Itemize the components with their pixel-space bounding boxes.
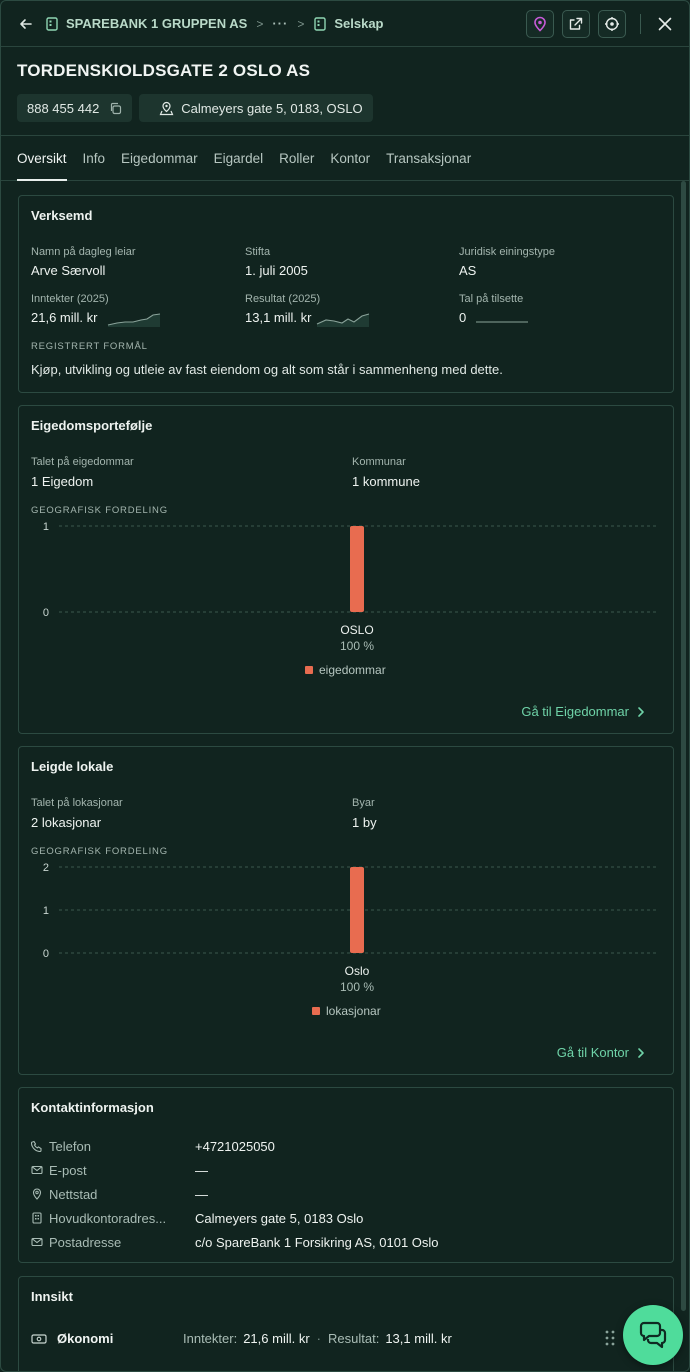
tab-eigedommar[interactable]: Eigedommar <box>121 150 198 166</box>
municipalities-label: Kommunar <box>352 456 406 468</box>
location-pin-icon <box>31 1188 43 1200</box>
leased-premises-card <box>18 746 674 1075</box>
contact-row-postal-address <box>31 1232 661 1252</box>
building-icon <box>31 1212 43 1224</box>
portfolio-bar-chart <box>31 518 663 658</box>
focus-button[interactable] <box>598 10 626 38</box>
chat-button[interactable] <box>623 1305 683 1365</box>
y-tick-label: 0 <box>42 948 49 960</box>
chevron-right-icon <box>637 1047 645 1059</box>
tab-eigardel[interactable]: Eigardel <box>213 150 264 166</box>
crosshair-icon <box>604 16 620 32</box>
legal-type-label: Juridisk einingstype <box>459 246 555 258</box>
y-tick-label: 2 <box>42 862 49 874</box>
card-title: Verksemd <box>31 208 93 223</box>
company-chips <box>17 94 673 122</box>
map-pin-icon <box>532 16 548 32</box>
contact-value: c/o SpareBank 1 Forsikring AS, 0101 Oslo <box>195 1234 439 1250</box>
tab-oversikt[interactable]: Oversikt <box>17 136 67 180</box>
y-tick-label: 1 <box>42 905 49 917</box>
building-icon <box>45 17 59 31</box>
result-value: 13,1 mill. kr <box>245 310 312 325</box>
contact-label: E-post <box>49 1162 87 1178</box>
tab-transaksjonar[interactable]: Transaksjonar <box>386 150 472 166</box>
tab-bar <box>1 135 689 181</box>
contact-key <box>31 1139 195 1154</box>
contact-key <box>31 1211 195 1226</box>
x-category-sublabel: 100 % <box>339 980 375 994</box>
leader-label: Namn på dagleg leiar <box>31 246 136 258</box>
insight-result-label: Resultat: <box>328 1331 380 1346</box>
link-label: Gå til Eigedommar <box>521 704 629 719</box>
contact-row-hq-address <box>31 1208 661 1228</box>
result-label: Resultat (2025) <box>245 293 321 305</box>
contact-key <box>31 1235 195 1250</box>
go-to-offices-link[interactable] <box>557 1045 645 1060</box>
contact-value[interactable]: +4721025050 <box>195 1138 275 1154</box>
y-tick-label: 1 <box>42 521 49 533</box>
separator-dot: · <box>316 1331 322 1346</box>
bar <box>350 526 364 612</box>
purpose-label: REGISTRERT FORMÅL <box>31 341 148 352</box>
leased-bar-chart <box>31 859 663 999</box>
map-location-icon <box>159 101 174 116</box>
cities-label: Byar <box>352 797 375 809</box>
page-title: TORDENSKIOLDSGATE 2 OSLO AS <box>17 61 311 80</box>
insight-name: Økonomi <box>57 1331 114 1346</box>
mail-icon <box>31 1236 43 1248</box>
insight-card <box>18 1276 674 1372</box>
location-count-value: 2 lokasjonar <box>31 815 102 830</box>
founded-label: Stifta <box>245 246 271 258</box>
drag-handle-icon[interactable] <box>604 1329 616 1347</box>
contact-row-website <box>31 1184 661 1204</box>
revenue-value: 21,6 mill. kr <box>31 310 98 325</box>
company-header <box>1 47 689 122</box>
verksemd-card <box>18 195 674 393</box>
chevron-right-icon <box>637 706 645 718</box>
contact-card <box>18 1087 674 1263</box>
contact-key <box>31 1163 195 1178</box>
tab-kontor[interactable]: Kontor <box>330 150 371 166</box>
purpose-text: Kjøp, utvikling og utleie av fast eiendom og alt som står i sammenheng med dette. <box>31 362 503 377</box>
contact-label: Telefon <box>49 1138 91 1154</box>
card-title: Kontaktinformasjon <box>31 1100 154 1115</box>
tab-roller[interactable]: Roller <box>279 150 315 166</box>
y-tick-label: 0 <box>42 607 49 619</box>
location-count-label: Talet på lokasjonar <box>31 797 123 809</box>
toolbar-divider <box>640 14 641 34</box>
revenue-sparkline <box>107 310 161 328</box>
distribution-label: GEOGRAFISK FORDELING <box>31 505 168 516</box>
contact-value: — <box>195 1162 208 1178</box>
open-external-button[interactable] <box>562 10 590 38</box>
legend-label: lokasjonar <box>326 1004 381 1018</box>
building-icon <box>313 17 327 31</box>
contact-key <box>31 1187 195 1202</box>
employees-label: Tal på tilsette <box>459 293 524 305</box>
money-icon <box>31 1333 47 1345</box>
revenue-label: Inntekter (2025) <box>31 293 109 305</box>
mail-icon <box>31 1164 43 1176</box>
scrollbar[interactable] <box>681 181 686 1311</box>
contact-label: Hovudkontoradres... <box>49 1210 167 1226</box>
tab-info[interactable]: Info <box>82 150 106 166</box>
bar <box>350 867 364 953</box>
map-pin-button[interactable] <box>526 10 554 38</box>
property-count-label: Talet på eigedommar <box>31 456 134 468</box>
chat-icon <box>638 1321 668 1349</box>
copy-icon[interactable] <box>109 102 122 115</box>
chart-legend <box>312 1004 381 1018</box>
founded-value: 1. juli 2005 <box>245 263 308 278</box>
x-category-label: Oslo <box>344 964 370 978</box>
top-bar <box>1 1 689 47</box>
link-label: Gå til Kontor <box>556 1045 629 1060</box>
chevron-right-icon: > <box>256 16 264 31</box>
leader-value: Arve Særvoll <box>31 263 106 278</box>
close-icon[interactable] <box>653 12 677 36</box>
result-sparkline <box>316 310 370 328</box>
card-title: Leigde lokale <box>31 759 114 774</box>
legend-swatch <box>312 1007 320 1015</box>
contact-row-email <box>31 1160 661 1180</box>
address-chip[interactable] <box>139 94 372 122</box>
card-title: Innsikt <box>31 1289 73 1304</box>
chevron-right-icon: > <box>297 16 305 31</box>
contact-label: Nettstad <box>49 1186 98 1202</box>
employees-sparkline <box>475 320 529 324</box>
breadcrumb-current <box>313 16 383 31</box>
insight-result-value: 13,1 mill. kr <box>385 1331 452 1346</box>
insight-revenue-value: 21,6 mill. kr <box>243 1331 310 1346</box>
breadcrumb-parent[interactable] <box>45 16 247 31</box>
property-count-value: 1 Eigedom <box>31 474 94 489</box>
breadcrumb-current-label: Selskap <box>334 16 384 31</box>
toolbar-actions <box>526 10 677 38</box>
legal-type-value: AS <box>459 263 477 278</box>
contact-row-phone <box>31 1136 661 1156</box>
back-arrow-icon[interactable] <box>15 13 37 35</box>
address-text: Calmeyers gate 5, 0183, OSLO <box>181 100 363 116</box>
portfolio-card <box>18 405 674 734</box>
x-category-label: OSLO <box>340 623 374 637</box>
contact-value: — <box>195 1186 208 1202</box>
legend-swatch <box>305 666 313 674</box>
org-number: 888 455 442 <box>27 100 100 116</box>
contact-label: Postadresse <box>49 1234 122 1250</box>
insight-economy-row[interactable] <box>31 1331 452 1346</box>
legend-label: eigedommar <box>319 663 386 677</box>
cities-value: 1 by <box>352 815 377 830</box>
org-number-chip[interactable] <box>17 94 132 122</box>
x-category-sublabel: 100 % <box>339 639 375 653</box>
chart-legend <box>305 663 386 677</box>
go-to-properties-link[interactable] <box>521 704 645 719</box>
municipalities-value: 1 kommune <box>352 474 420 489</box>
insight-revenue-label: Inntekter: <box>183 1331 238 1346</box>
phone-icon <box>31 1140 43 1152</box>
contact-value[interactable]: Calmeyers gate 5, 0183 Oslo <box>195 1210 364 1226</box>
external-link-icon <box>569 17 583 31</box>
card-title: Eigedomsportefølje <box>31 418 153 433</box>
distribution-label: GEOGRAFISK FORDELING <box>31 846 168 857</box>
breadcrumb-ellipsis[interactable]: ··· <box>272 16 289 31</box>
breadcrumb-parent-label: SPAREBANK 1 GRUPPEN AS <box>66 16 248 31</box>
employees-value: 0 <box>459 310 467 325</box>
